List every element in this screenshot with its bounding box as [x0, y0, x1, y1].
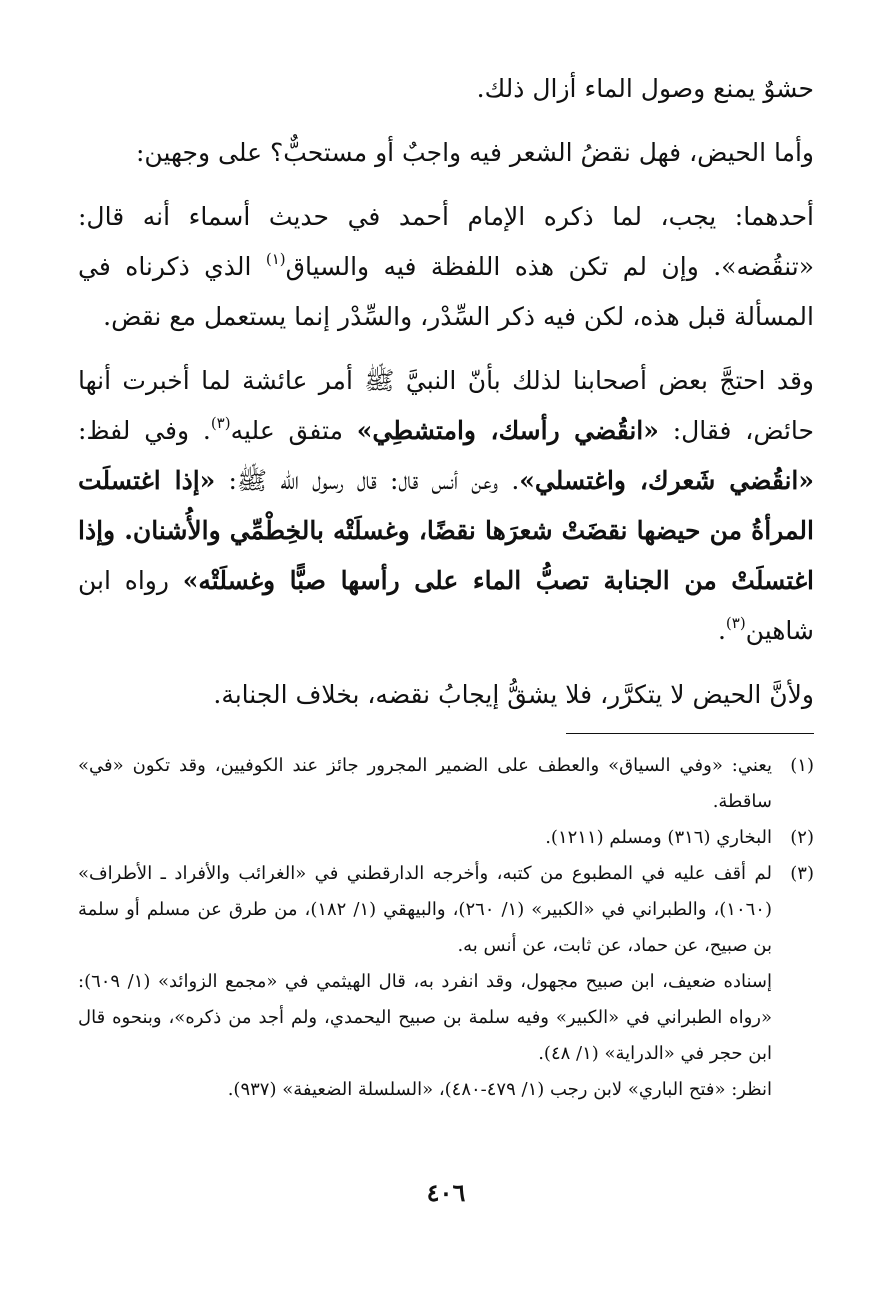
paragraph-3-text-a: أحدهما: يجب، لما ذكره الإمام أحمد في حديث أسماء أنه قال: «تنقُضه». وإن لم تكن هذه اللفظة فيه والسياق [78, 202, 815, 281]
hadith-quote-3: «إذا اغتسلَت المرأةُ من حيضها نقضَتْ شعرَها نقضًا، وغسلَتْه بالخِطْمِّي والأُشنان. وإذا اغتسلَتْ من الجنابة تصبُّ الماء على رأسها صبًّا وغسلَتْه» [78, 466, 814, 595]
footnote-text: لم أقف عليه في المطبوع من كتبه، وأخرجه الدارقطني في «الغرائب والأفراد ـ الأطراف» (١٠٦٠)، والطبراني في «الكبير» (١/ ٢٦٠)، والبيهقي (١/ ١٨٢)، من طرق عن مسلم أو سلمة بن صبيح، عن حماد، عن ثابت، عن أنس به. [78, 863, 772, 956]
footnote-text: البخاري (٣١٦) ومسلم (١٢١١). [545, 827, 772, 848]
paragraph-5-text: ولأنَّ الحيض لا يتكرَّر، فلا يشقُّ إيجابُ نقضه، بخلاف الجنابة. [213, 680, 814, 709]
footnote-text: يعني: «وفي السياق» والعطف على الضمير المجرور جائز عند الكوفيين، وقد تكون «في» ساقطة. [78, 755, 772, 812]
paragraph-4-text-e: رواه ابن شاهين [78, 566, 814, 645]
footnote-number: (٢) [790, 827, 814, 848]
paragraph-4-text-c: . وفي لفظ: [78, 416, 211, 445]
hadith-quote-2: «انقُضي شَعرك، واغتسلي» [519, 466, 815, 495]
page-number: ٤٠٦ [426, 1178, 466, 1207]
footnote-body [78, 748, 772, 820]
footnote-body [78, 820, 772, 856]
paragraph-1-text: حشوٌ يمنع وصول الماء أزال ذلك. [476, 74, 814, 103]
hadith-quote-1: «انقُضي رأسك، وامتشطِي» [356, 416, 659, 445]
footnote-3 [78, 856, 814, 1108]
paragraph-1 [78, 64, 814, 114]
paragraph-4 [78, 356, 814, 656]
footnote-text: انظر: «فتح الباري» لابن رجب (١/ ٤٧٩-٤٨٠)، «السلسلة الضعيفة» (٩٣٧). [227, 1079, 772, 1100]
main-text [78, 64, 814, 720]
paragraph-4-text-b: متفق عليه [230, 416, 343, 445]
footnote-divider [566, 733, 814, 734]
paragraph-4-text-d: . وعن أنس قال: قال رسول الله ﷺ: [228, 466, 520, 495]
paragraph-3-text-b: الذي ذكرناه في المسألة قبل هذه، لكن فيه ذكر السِّدْر، والسِّدْر إنما يستعمل مع نقض. [78, 252, 814, 331]
paragraph-5 [78, 670, 814, 720]
footnote-number: (٣) [790, 863, 814, 884]
footnote-2 [78, 820, 814, 856]
footnote-1 [78, 748, 814, 820]
footnote-ref-1[interactable]: (١) [265, 250, 286, 268]
paragraph-2 [78, 128, 814, 178]
paragraph-4-text-a: وقد احتجَّ بعض أصحابنا لذلك بأنّ النبيَّ ﷺ أمر عائشة لما أخبرت أنها حائض، فقال: [78, 366, 815, 445]
footnote-ref-3[interactable]: (٣) [725, 614, 746, 632]
paragraph-3 [78, 192, 814, 342]
footnote-ref-2[interactable]: (٣) [210, 414, 231, 432]
footnotes [78, 748, 814, 1108]
paragraph-2-text: وأما الحيض، فهل نقضُ الشعر فيه واجبٌ أو مستحبٌّ؟ على وجهين: [135, 138, 814, 167]
paragraph-4-text-f: . [717, 616, 726, 645]
footnote-body [78, 856, 772, 1108]
footnote-number: (١) [790, 755, 814, 776]
footnote-text: إسناده ضعيف، ابن صبيح مجهول، وقد انفرد به، قال الهيثمي في «مجمع الزوائد» (١/ ٦٠٩): «رواه الطبراني في «الكبير» وفيه سلمة بن صبيح اليحمدي، ولم أجد من ذكره»، وبنحوه قال ابن حجر في «الدراية» (١/ ٤٨). [78, 971, 772, 1064]
